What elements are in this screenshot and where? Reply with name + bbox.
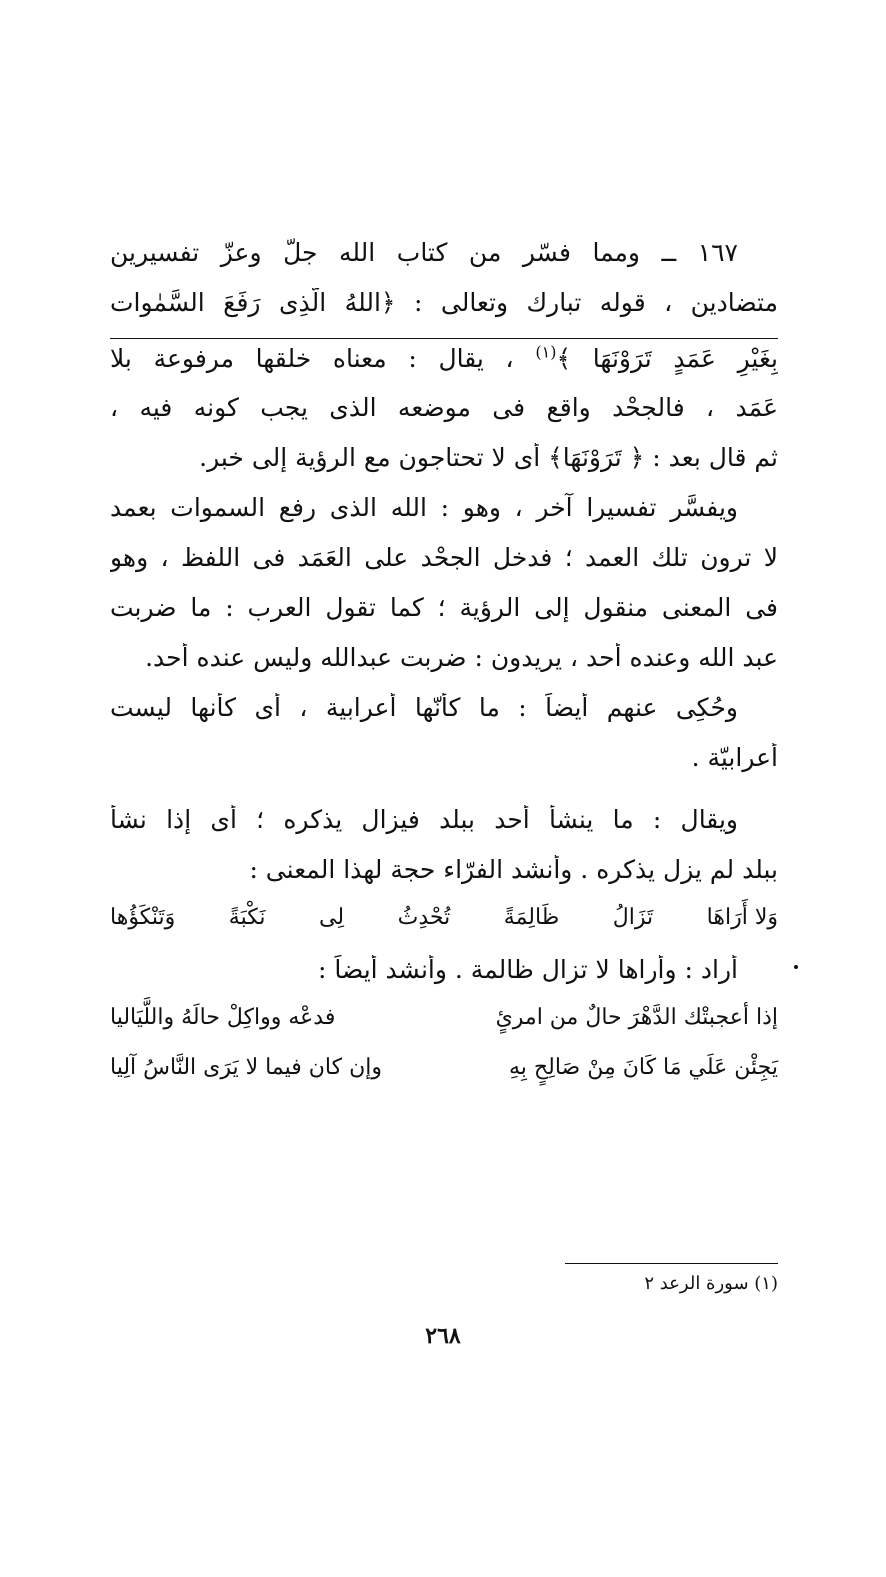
verse-word: لِى (319, 905, 345, 930)
paragraph (110, 493, 778, 693)
text-line: ثم قال بعد : ﴿ تَرَوْنَهَا﴾ أى لا تحتاجون مع الرؤية إلى خبر. (199, 443, 778, 472)
text-line: أراد : وأَراها لا تزال ظالمة . وأَنشد أيضاً : (318, 955, 738, 984)
quran-quote-start: متضادين ، قوله تبارك وتعالى : ﴿اللهُ الَّذِى رَفَعَ السَّمٰوات (110, 288, 778, 317)
paragraph (110, 805, 778, 905)
footnote-divider (565, 1263, 778, 1264)
page-number: ٢٦٨ (425, 1323, 461, 1349)
text-line: ١٦٧ ــ ومما فسّر من كتاب الله جلّ وعزّ تفسيرين (110, 238, 738, 267)
text-line: أَعرابيّة . (691, 743, 778, 772)
text-line: ويفسَّر تفسيرا آخر ، وهو : الله الذى رفع السموات بعمد (110, 493, 738, 522)
text-line (110, 338, 778, 393)
text-line (110, 288, 778, 338)
text-line: ببلد لم يزل يذكره . وأنشد الفرّاء حجة لهذا المعنى : (249, 855, 778, 884)
page-body (110, 238, 778, 1105)
poem-line (110, 1055, 778, 1105)
text-line: وحُكِى عنهم أيضاً : ما كأَنّها أعرابية ، أى كأَنها ليست (110, 693, 738, 722)
text-line: ويقال : ما ينشأُ أَحد ببلد فيزال يذكره ؛ أى إذا نشأ (110, 805, 738, 834)
poem-line (110, 1005, 778, 1055)
verse-word: وَلا أَرَاهَا (706, 905, 778, 930)
text-line: فى المعنى منقول إلى الرؤية ؛ كما تقول العرب : ما ضربت (110, 593, 778, 622)
footnote-ref: (١) (535, 343, 557, 362)
paragraph-167 (110, 238, 778, 493)
ink-dot (794, 965, 798, 969)
poem-hemistich-first: إذا أعجبتْك الدَّهْرَ حالٌ من امرئٍ (495, 1005, 778, 1030)
verse-word: نَكْبَةً (228, 905, 266, 930)
text-line: عَمَد ، فالجحْد واقع فى موضعه الذى يجب كونه فيه ، (110, 393, 778, 422)
text-line: عبد الله وعنده أحد ، يريدون : ضربت عبدالله وليس عنده أحد. (145, 643, 778, 672)
poem-hemistich-second: وإن كان فيما لا يَرَى النَّاسُ آلِيا (110, 1055, 382, 1080)
verse-word: وَتَنْكَؤُها (110, 905, 176, 930)
verse-word: تُحْدِثُ (397, 905, 451, 930)
verse-word: تَزَالُ (612, 905, 654, 930)
poem-hemistich-second: فدعْه وواكِلْ حالَهُ واللَّيَاليا (110, 1005, 336, 1030)
quran-quote-end: بِغَيْرِ عَمَدٍ تَرَوْنَهَا ﴾$^{(١)}$ ، يقال : معناه خلقها مرفوعة بلا (110, 343, 778, 374)
paragraph (110, 693, 778, 793)
verse-line (110, 905, 778, 955)
text-line: لا ترون تلك العمد ؛ فدخل الجحْد على العَمَد فى اللفظ ، وهو (110, 543, 778, 572)
verse-word: ظَالِمَةً (503, 905, 560, 930)
poem-hemistich-first: يَجِئْن عَلَي مَا كَانَ مِنْ صَالِحٍ بِهِ (509, 1055, 778, 1080)
footnote: (١) سورة الرعد ٢ (644, 1273, 778, 1294)
